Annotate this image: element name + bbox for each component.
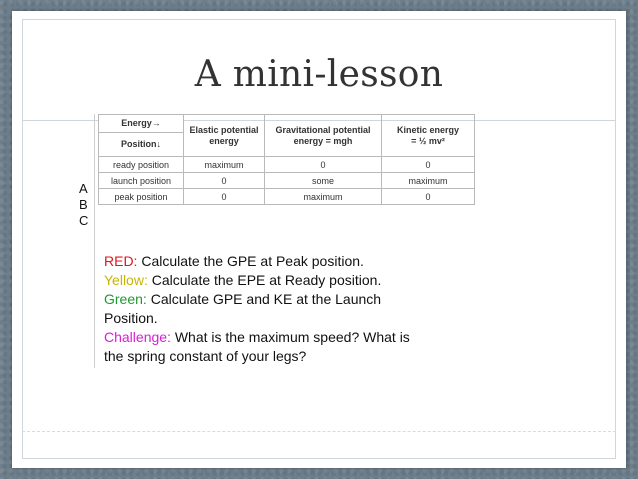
cell-position: ready position: [99, 157, 184, 173]
title-box: [22, 19, 616, 121]
cell-kinetic: maximum: [382, 173, 475, 189]
cell-elastic: maximum: [184, 157, 265, 173]
cell-grav: maximum: [265, 189, 382, 205]
header-elastic: Elastic potential energy: [184, 115, 265, 157]
energy-table: [98, 114, 475, 205]
cell-elastic: 0: [184, 173, 265, 189]
row-label-a: A: [79, 181, 88, 196]
yellow-text: Calculate the EPE at Ready position.: [151, 272, 382, 288]
green-task: [104, 290, 424, 328]
cell-grav: some: [265, 173, 382, 189]
left-rule: [94, 114, 95, 368]
cell-elastic: 0: [184, 189, 265, 205]
red-task: [104, 252, 424, 271]
row-labels: [79, 181, 88, 229]
header-kinetic: [382, 115, 475, 157]
header-grav: Gravitational potential energy = mgh: [265, 115, 382, 157]
cell-kinetic: 0: [382, 189, 475, 205]
cell-position: launch position: [99, 173, 184, 189]
slide-title: A mini-lesson: [194, 54, 444, 95]
challenge-text: What is the maximum speed? What is the spring constant of your legs?: [104, 329, 410, 364]
yellow-label: Yellow:: [104, 272, 148, 288]
cell-grav: 0: [265, 157, 382, 173]
header-energy: Energy→: [99, 115, 184, 133]
red-text: Calculate the GPE at Peak position.: [141, 253, 364, 269]
challenge-task: [104, 328, 424, 366]
yellow-task: [104, 271, 424, 290]
header-position: Position↓: [99, 133, 184, 157]
header-kinetic-formula: = ½ mv²: [411, 135, 445, 146]
lesson-text: [104, 252, 424, 366]
slide: [12, 11, 626, 468]
table-row: [99, 157, 475, 173]
header-kinetic-label: Kinetic energy: [396, 124, 460, 135]
row-label-c: C: [79, 213, 89, 228]
green-text: Calculate GPE and KE at the Launch Position.: [104, 291, 382, 326]
green-label: Green:: [104, 291, 147, 307]
divider: [22, 431, 616, 432]
challenge-label: Challenge:: [104, 329, 171, 345]
table-row: [99, 189, 475, 205]
table-row: [99, 173, 475, 189]
red-label: RED:: [104, 253, 138, 269]
row-label-b: B: [79, 197, 88, 212]
cell-position: peak position: [99, 189, 184, 205]
cell-kinetic: 0: [382, 157, 475, 173]
